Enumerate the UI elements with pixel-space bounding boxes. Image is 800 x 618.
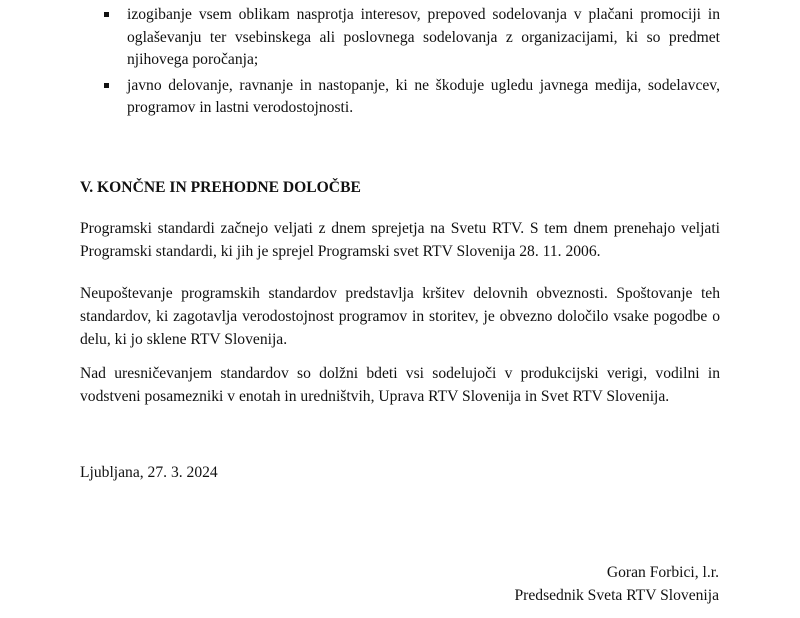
paragraph-violations: Neupoštevanje programskih standardov predstavlja kršitev delovnih obveznosti. Spoštovanje teh standardov, ki zagotavlja verodostojnost programov in storitev, je obvezno določilo vsake pogodbe o delu, ki jo sklene RTV Slovenija. <box>80 285 720 348</box>
place-and-date: Ljubljana, 27. 3. 2024 <box>80 464 218 481</box>
bullet-text: javno delovanje, ravnanje in nastopanje, ki ne škoduje ugledu javnega medija, sodelavcev, programov in lastni verodostojnosti. <box>127 76 720 116</box>
paragraph-entry-into-force: Programski standardi začnejo veljati z dnem sprejetja na Svetu RTV. S tem dnem prenehajo veljati Programski standardi, ki jih je sprejel Programski svet RTV Slovenija 28. 11. 2006. <box>80 220 720 260</box>
list-item <box>80 4 720 72</box>
signatory-title: Predsednik Sveta RTV Slovenija <box>514 587 719 604</box>
paragraph-oversight: Nad uresničevanjem standardov so dolžni bdeti vsi sodelujoči v produkcijski verigi, vodilni in vodstveni posamezniki v enotah in uredništvih, Uprava RTV Slovenija in Svet RTV Slovenija. <box>80 365 720 405</box>
section-heading: V. KONČNE IN PREHODNE DOLOČBE <box>80 179 361 196</box>
bullet-list <box>80 4 720 123</box>
signature-block <box>514 561 719 607</box>
signatory-name: Goran Forbici, l.r. <box>606 564 719 581</box>
list-item <box>80 75 720 120</box>
bullet-square-icon <box>104 83 109 88</box>
bullet-square-icon <box>104 12 109 17</box>
bullet-text: izogibanje vsem oblikam nasprotja interesov, prepoved sodelovanja v plačani promociji in oglaševanju ter vsebinskega ali poslovnega sodelovanja z organizacijami, ki so predmet njihovega poročanja; <box>127 6 720 68</box>
